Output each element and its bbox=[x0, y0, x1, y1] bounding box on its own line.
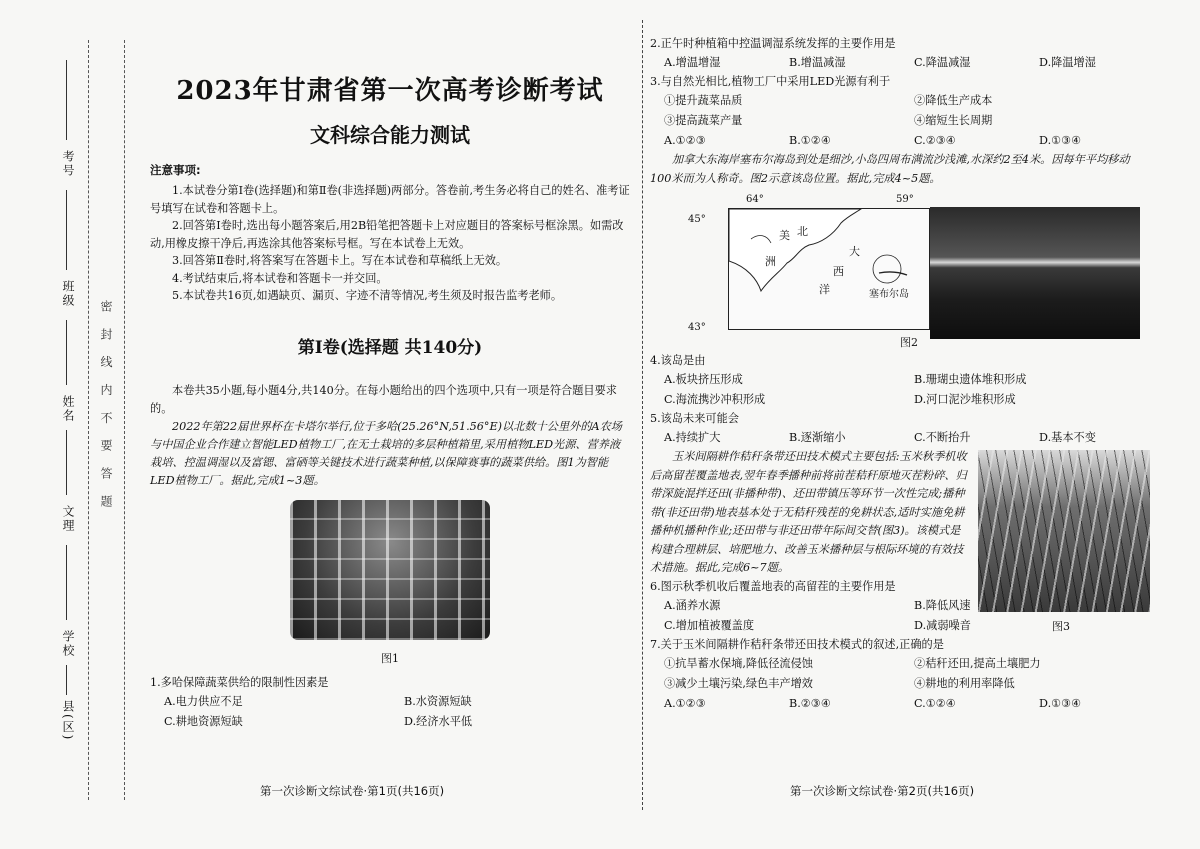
map-label-sable-island: 塞布尔岛 bbox=[869, 289, 909, 300]
option-d[interactable]: D.①③④ bbox=[1039, 134, 1082, 147]
statement-item: ①抗旱蓄水保墒,降低径流侵蚀 bbox=[664, 656, 813, 670]
question-3-stem: 3.与自然光相比,植物工厂中采用LED光源有利于 bbox=[650, 75, 891, 88]
question-2-options bbox=[650, 53, 1150, 73]
binding-label-name: 姓名 bbox=[61, 395, 75, 423]
page-divider bbox=[642, 20, 643, 810]
question-7-items bbox=[650, 654, 1150, 694]
option-a[interactable]: A.持续扩大 bbox=[664, 431, 721, 444]
option-b[interactable]: B.增温减湿 bbox=[789, 56, 846, 69]
option-b[interactable]: B.②③④ bbox=[789, 696, 831, 710]
map-label-yang: 洋 bbox=[819, 283, 830, 296]
binding-field-name[interactable] bbox=[66, 320, 67, 385]
option-b[interactable]: B.珊瑚虫遗体堆积形成 bbox=[914, 373, 1027, 386]
statement-item: ①提升蔬菜品质 bbox=[664, 94, 743, 107]
option-b[interactable]: B.逐渐缩小 bbox=[789, 431, 846, 444]
option-d[interactable]: D.①③④ bbox=[1039, 696, 1082, 710]
option-c[interactable]: C.耕地资源短缺 bbox=[164, 714, 243, 728]
question-2-stem: 2.正午时种植箱中控温调湿系统发挥的主要作用是 bbox=[650, 37, 896, 50]
map-label-mei: 美 bbox=[779, 229, 790, 242]
binding-label-exam-number: 考号 bbox=[61, 150, 75, 178]
question-3-options bbox=[650, 131, 1150, 151]
map-label-xi: 西 bbox=[833, 265, 844, 278]
option-c[interactable]: C.降温减湿 bbox=[914, 56, 971, 69]
passage-3-wrap bbox=[650, 448, 970, 578]
binding-dash-line-outer bbox=[88, 40, 89, 800]
option-b[interactable]: B.水资源短缺 bbox=[404, 694, 472, 708]
question-1-options bbox=[150, 692, 630, 732]
note-item: 2.回答第Ⅰ卷时,选出每小题答案后,用2B铅笔把答题卡上对应题目的答案标号框涂黑。如需改动,用橡皮擦干净后,再选涂其他答案标号框。写在本试卷上无效。 bbox=[150, 219, 624, 250]
option-d[interactable]: D.降温增湿 bbox=[1039, 56, 1096, 69]
section-1-intro: 本卷共35小题,每小题4分,共140分。在每小题给出的四个选项中,只有一项是符合题目要求的。 bbox=[150, 383, 617, 415]
question-7-stem: 7.关于玉米间隔耕作秸秆条带还田技术模式的叙述,正确的是 bbox=[650, 637, 944, 651]
figure-2-map bbox=[728, 208, 930, 330]
figure-2-label: 图2 bbox=[900, 336, 918, 349]
option-b[interactable]: B.①②④ bbox=[789, 134, 831, 147]
map-label-da: 大 bbox=[849, 245, 860, 258]
option-b[interactable]: B.降低风速 bbox=[914, 598, 971, 612]
map-label-zhou: 洲 bbox=[765, 255, 776, 268]
figure-2-island-photo bbox=[930, 207, 1140, 339]
question-7-options bbox=[650, 694, 1150, 714]
exam-subtitle: 文科综合能力测试 bbox=[310, 123, 470, 147]
note-item: 1.本试卷分第Ⅰ卷(选择题)和第Ⅱ卷(非选择题)两部分。答卷前,考生务必将自己的姓名、准考证号填写在试卷和答题卡上。 bbox=[150, 184, 630, 215]
map-longitude-right: 59° bbox=[896, 194, 914, 205]
binding-field-class[interactable] bbox=[66, 190, 67, 270]
exam-title: 2023年甘肃省第一次高考诊断考试 bbox=[176, 76, 604, 106]
option-c[interactable]: C.海流携沙冲积形成 bbox=[664, 393, 766, 406]
page-1 bbox=[150, 70, 630, 732]
note-item: 3.回答第Ⅱ卷时,将答案写在答题卡上。写在本试卷和草稿纸上无效。 bbox=[172, 254, 508, 267]
statement-item: ④耕地的利用率降低 bbox=[914, 676, 1015, 690]
note-item: 4.考试结束后,将本试卷和答题卡一并交回。 bbox=[172, 271, 388, 285]
statement-item: ②秸秆还田,提高土壤肥力 bbox=[914, 656, 1041, 670]
statement-item: ②降低生产成本 bbox=[914, 94, 993, 107]
passage-3: 玉米间隔耕作秸秆条带还田技术模式主要包括:玉米秋季机收后高留茬覆盖地表,翌年春季播种前将前茬秸秆原地灭茬粉碎、归带深旋混拌还田(非播种带)、还田带镇压等环节一次性完成;播种带(非还田带)地表基本处于无秸秆残茬的免耕状态,适时实施免耕播种机播种作业;还田带与非还田带年际间交替(图3)。该模式是构建合理耕层、培肥地力、改善玉米播种层与根际环境的有效技术措施。据此,完成6~7题。 bbox=[650, 450, 967, 574]
coastline-svg bbox=[729, 209, 929, 329]
binding-label-county: 县(区) bbox=[61, 700, 75, 742]
map-latitude-top: 45° bbox=[688, 214, 706, 225]
page-2 bbox=[650, 35, 1150, 714]
figure-1-led-plant-factory-photo bbox=[290, 500, 490, 640]
option-a[interactable]: A.电力供应不足 bbox=[164, 694, 243, 708]
option-a[interactable]: A.增温增湿 bbox=[664, 56, 721, 69]
option-d[interactable]: D.经济水平低 bbox=[404, 714, 473, 728]
binding-dash-line-inner bbox=[124, 40, 125, 800]
binding-label-school: 学校 bbox=[61, 630, 75, 658]
question-5-stem: 5.该岛未来可能会 bbox=[650, 412, 739, 425]
figure-1-label: 图1 bbox=[381, 651, 399, 665]
footer-page-2: 第一次诊断文综试卷·第2页(共16页) bbox=[790, 784, 975, 798]
notes-heading: 注意事项: bbox=[150, 163, 201, 177]
statement-item: ③减少土壤污染,绿色丰产增效 bbox=[664, 676, 813, 690]
map-latitude-bottom: 43° bbox=[688, 322, 706, 333]
question-4-options bbox=[650, 370, 1150, 410]
statement-item: ④缩短生长周期 bbox=[914, 114, 993, 127]
passage-1: 2022年第22届世界杯在卡塔尔举行,位于多哈(25.26°N,51.56°E)以北数十公里外的A农场与中国企业合作建立智能LED植物工厂,在无土栽培的多层种植箱里,采用植物LED光源、营养液栽培、控温调湿以及富锶、富硒等关键技术进行蔬菜种植,以保障赛事的蔬菜供给。图1为智能LED植物工厂。据此,完成1~3题。 bbox=[150, 419, 622, 487]
seal-line-text: 密 封 线 内 不 要 答 题 bbox=[99, 300, 113, 513]
option-d[interactable]: D.减弱噪音 bbox=[914, 618, 971, 632]
map-longitude-left: 64° bbox=[746, 194, 764, 205]
question-6-stem: 6.图示秋季机收后覆盖地表的高留茬的主要作用是 bbox=[650, 579, 896, 593]
option-c[interactable]: C.增加植被覆盖度 bbox=[664, 618, 755, 632]
question-1-stem: 1.多哈保障蔬菜供给的限制性因素是 bbox=[150, 675, 329, 689]
binding-label-track: 文理 bbox=[61, 505, 75, 533]
option-c[interactable]: C.不断抬升 bbox=[914, 431, 971, 444]
figure-3-label: 图3 bbox=[1052, 620, 1070, 633]
passage-2: 加拿大东海岸塞布尔海岛到处是细沙,小岛四周布满流沙浅滩,水深约2至4米。因每年平均移动100米而为人称奇。图2示意该岛位置。据此,完成4~5题。 bbox=[650, 153, 1130, 185]
question-4-stem: 4.该岛是由 bbox=[650, 354, 706, 367]
option-a[interactable]: A.涵养水源 bbox=[664, 598, 721, 612]
figure-3-corn-stubble-photo bbox=[978, 450, 1150, 612]
option-a[interactable]: A.板块挤压形成 bbox=[664, 373, 743, 386]
option-a[interactable]: A.①②③ bbox=[664, 134, 706, 147]
statement-item: ③提高蔬菜产量 bbox=[664, 114, 743, 127]
option-d[interactable]: D.基本不变 bbox=[1039, 431, 1096, 444]
option-c[interactable]: C.②③④ bbox=[914, 134, 956, 147]
question-5-options bbox=[650, 428, 1150, 448]
note-item: 5.本试卷共16页,如遇缺页、漏页、字迹不清等情况,考生须及时报告监考老师。 bbox=[172, 289, 563, 302]
binding-field-county[interactable] bbox=[66, 665, 67, 695]
binding-label-class: 班级 bbox=[61, 280, 75, 308]
section-1-title: 第Ⅰ卷(选择题 共140分) bbox=[297, 337, 483, 358]
binding-margin bbox=[0, 0, 140, 849]
map-label-north: 北 bbox=[797, 225, 808, 238]
footer-page-1: 第一次诊断文综试卷·第1页(共16页) bbox=[260, 784, 445, 798]
question-3-items bbox=[650, 91, 1150, 131]
binding-field-exam-number[interactable] bbox=[66, 60, 67, 140]
option-d[interactable]: D.河口泥沙堆积形成 bbox=[914, 393, 1016, 406]
binding-field-school[interactable] bbox=[66, 545, 67, 620]
binding-field-track[interactable] bbox=[66, 430, 67, 495]
option-c[interactable]: C.①②④ bbox=[914, 696, 956, 710]
option-a[interactable]: A.①②③ bbox=[664, 696, 706, 710]
